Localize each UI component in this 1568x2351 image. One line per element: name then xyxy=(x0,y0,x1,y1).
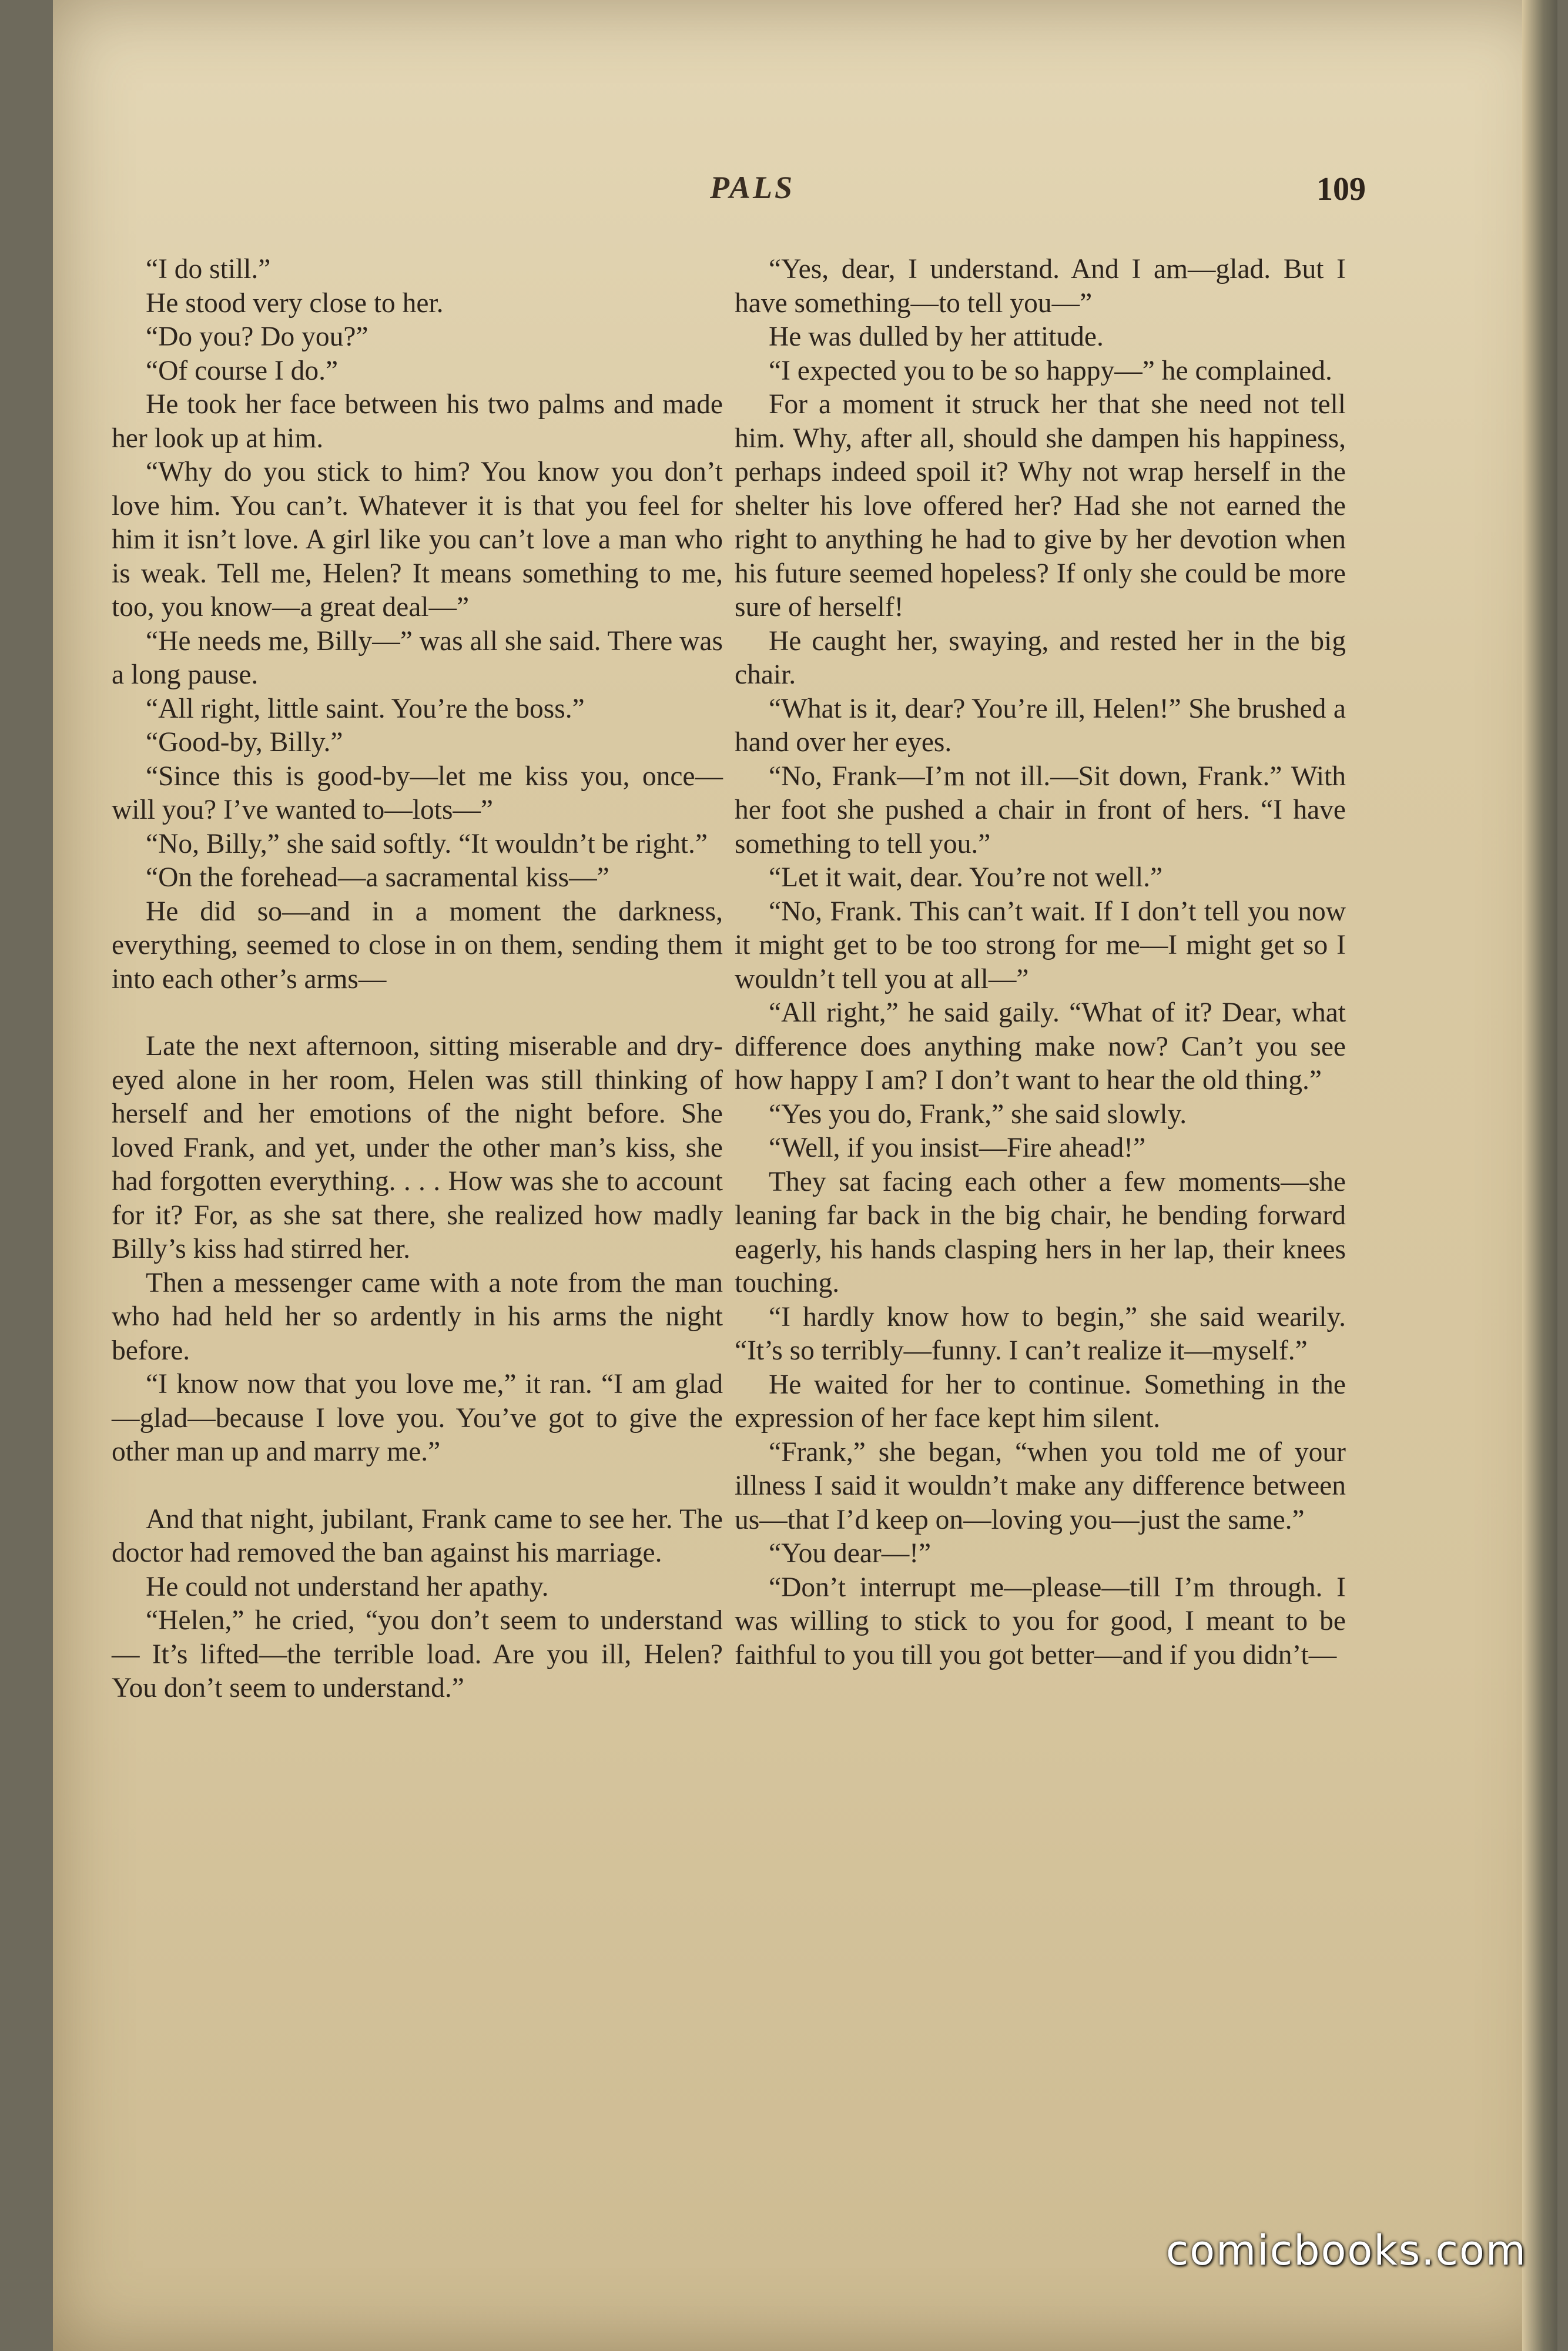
running-title: PALS xyxy=(709,170,795,205)
paragraph: “I do still.” xyxy=(146,254,271,284)
paragraph: “Well, if you insist—Fire ahead!” xyxy=(769,1133,1146,1163)
paragraph: “All right, little saint. You’re the boss.” xyxy=(146,693,585,724)
paragraph: He waited for her to continue. Something in the expression of her face kept him silent. xyxy=(735,1369,1346,1434)
paragraph: He stood very close to her. xyxy=(146,287,444,319)
paragraph: For a moment it struck her that she need not tell him. Why, after all, should she dampen his happiness, perhaps indeed spoil it? Why not wrap herself in the shelter his love offered her? Had she not earned the right to anything he had to give by her devotion when his future seemed hopeless? If only she could be more sure of herself! xyxy=(735,389,1346,622)
paragraph: “Frank,” she began, “when you told me of your illness I said it wouldn’t make any difference between us—that I’d keep on—loving you—just the same.” xyxy=(735,1436,1346,1535)
paragraph: He could not understand her apathy. xyxy=(146,1571,549,1602)
paragraph: “Yes you do, Frank,” she said slowly. xyxy=(769,1099,1187,1130)
paragraph: “All right,” he said gaily. “What of it? Dear, what difference does anything make now? Can’t you see how happy I am? I don’t want to hear the old thing.” xyxy=(735,997,1346,1096)
paragraph: Then a messenger came with a note from the man who had held her so ardently in his arms the night before. xyxy=(112,1267,723,1366)
paragraph: “Good-by, Billy.” xyxy=(146,727,343,758)
watermark: comicbooks.com xyxy=(1165,2226,1527,2275)
paragraph: “On the forehead—a sacramental kiss—” xyxy=(146,862,609,893)
paragraph: “Don’t interrupt me—please—till I’m through. I was willing to stick to you for good, I meant to be faithful to you till you got better—and if you didn’t— xyxy=(735,1572,1346,1670)
section-break xyxy=(112,1469,723,1503)
paragraph: “I hardly know how to begin,” she said wearily. “It’s so terribly—funny. I can’t realize it—myself.” xyxy=(735,1301,1346,1366)
paragraph: “No, Frank. This can’t wait. If I don’t tell you now it might get to be too strong for me—I might get so I wouldn’t tell you at all—” xyxy=(735,896,1346,994)
paragraph: “Yes, dear, I understand. And I am—glad. But I have something—to tell you—” xyxy=(735,254,1346,319)
paragraph: And that night, jubilant, Frank came to see her. The doctor had removed the ban against his marriage. xyxy=(112,1503,723,1568)
paragraph: “Of course I do.” xyxy=(146,355,339,386)
paragraph: “He needs me, Billy—” was all she said. There was a long pause. xyxy=(112,625,723,690)
paragraph: “Do you? Do you?” xyxy=(146,321,368,352)
paragraph: “Since this is good-by—let me kiss you, once—will you? I’ve wanted to—lots—” xyxy=(112,761,723,825)
paragraph: “I expected you to be so happy—” he complained. xyxy=(769,355,1332,386)
paragraph: Late the next afternoon, sitting miserable and dry-eyed alone in her room, Helen was still thinking of herself and her emotions of the night before. She loved Frank, and yet, under the other man’s kiss, she had forgotten everything. . . . How was she to account for it? For, as she sat there, she realized how madly Billy’s kiss had stirred her. xyxy=(112,1031,723,1264)
right-text-column xyxy=(735,253,1346,1672)
paragraph: “Why do you stick to him? You know you don’t love him. You can’t. Whatever it is that you feel for him it isn’t love. A girl like you can’t love a man who is weak. Tell me, Helen? It means something to me, too, you know—a great deal—” xyxy=(112,457,723,622)
section-break xyxy=(112,996,723,1030)
paragraph: “Let it wait, dear. You’re not well.” xyxy=(769,862,1163,893)
paragraph: “You dear—!” xyxy=(769,1538,932,1569)
page-edge-shadow xyxy=(1522,0,1557,2351)
paragraph: He did so—and in a moment the darkness, everything, seemed to close in on them, sending them into each other’s arms— xyxy=(112,896,723,994)
paragraph: He took her face between his two palms and made her look up at him. xyxy=(112,389,723,454)
paragraph: “No, Billy,” she said softly. “It wouldn’t be right.” xyxy=(146,828,708,859)
left-text-column xyxy=(112,253,723,1706)
paragraph: He caught her, swaying, and rested her in the big chair. xyxy=(735,625,1346,690)
paragraph: “I know now that you love me,” it ran. “I am glad—glad—because I love you. You’ve got to give the other man up and marry me.” xyxy=(112,1369,723,1467)
paragraph: He was dulled by her attitude. xyxy=(769,321,1104,352)
paragraph: “Helen,” he cried, “you don’t seem to understand— It’s lifted—the terrible load. Are you ill, Helen? You don’t seem to understand.” xyxy=(112,1605,723,1703)
magazine-page xyxy=(53,0,1557,2351)
paragraph: “What is it, dear? You’re ill, Helen!” She brushed a hand over her eyes. xyxy=(735,693,1346,758)
paragraph: They sat facing each other a few moments—she leaning far back in the big chair, he bending forward eagerly, his hands clasping hers in her lap, their knees touching. xyxy=(735,1166,1346,1298)
page-number: 109 xyxy=(1316,171,1366,207)
paragraph: “No, Frank—I’m not ill.—Sit down, Frank.” With her foot she pushed a chair in front of hers. “I have something to tell you.” xyxy=(735,761,1346,859)
